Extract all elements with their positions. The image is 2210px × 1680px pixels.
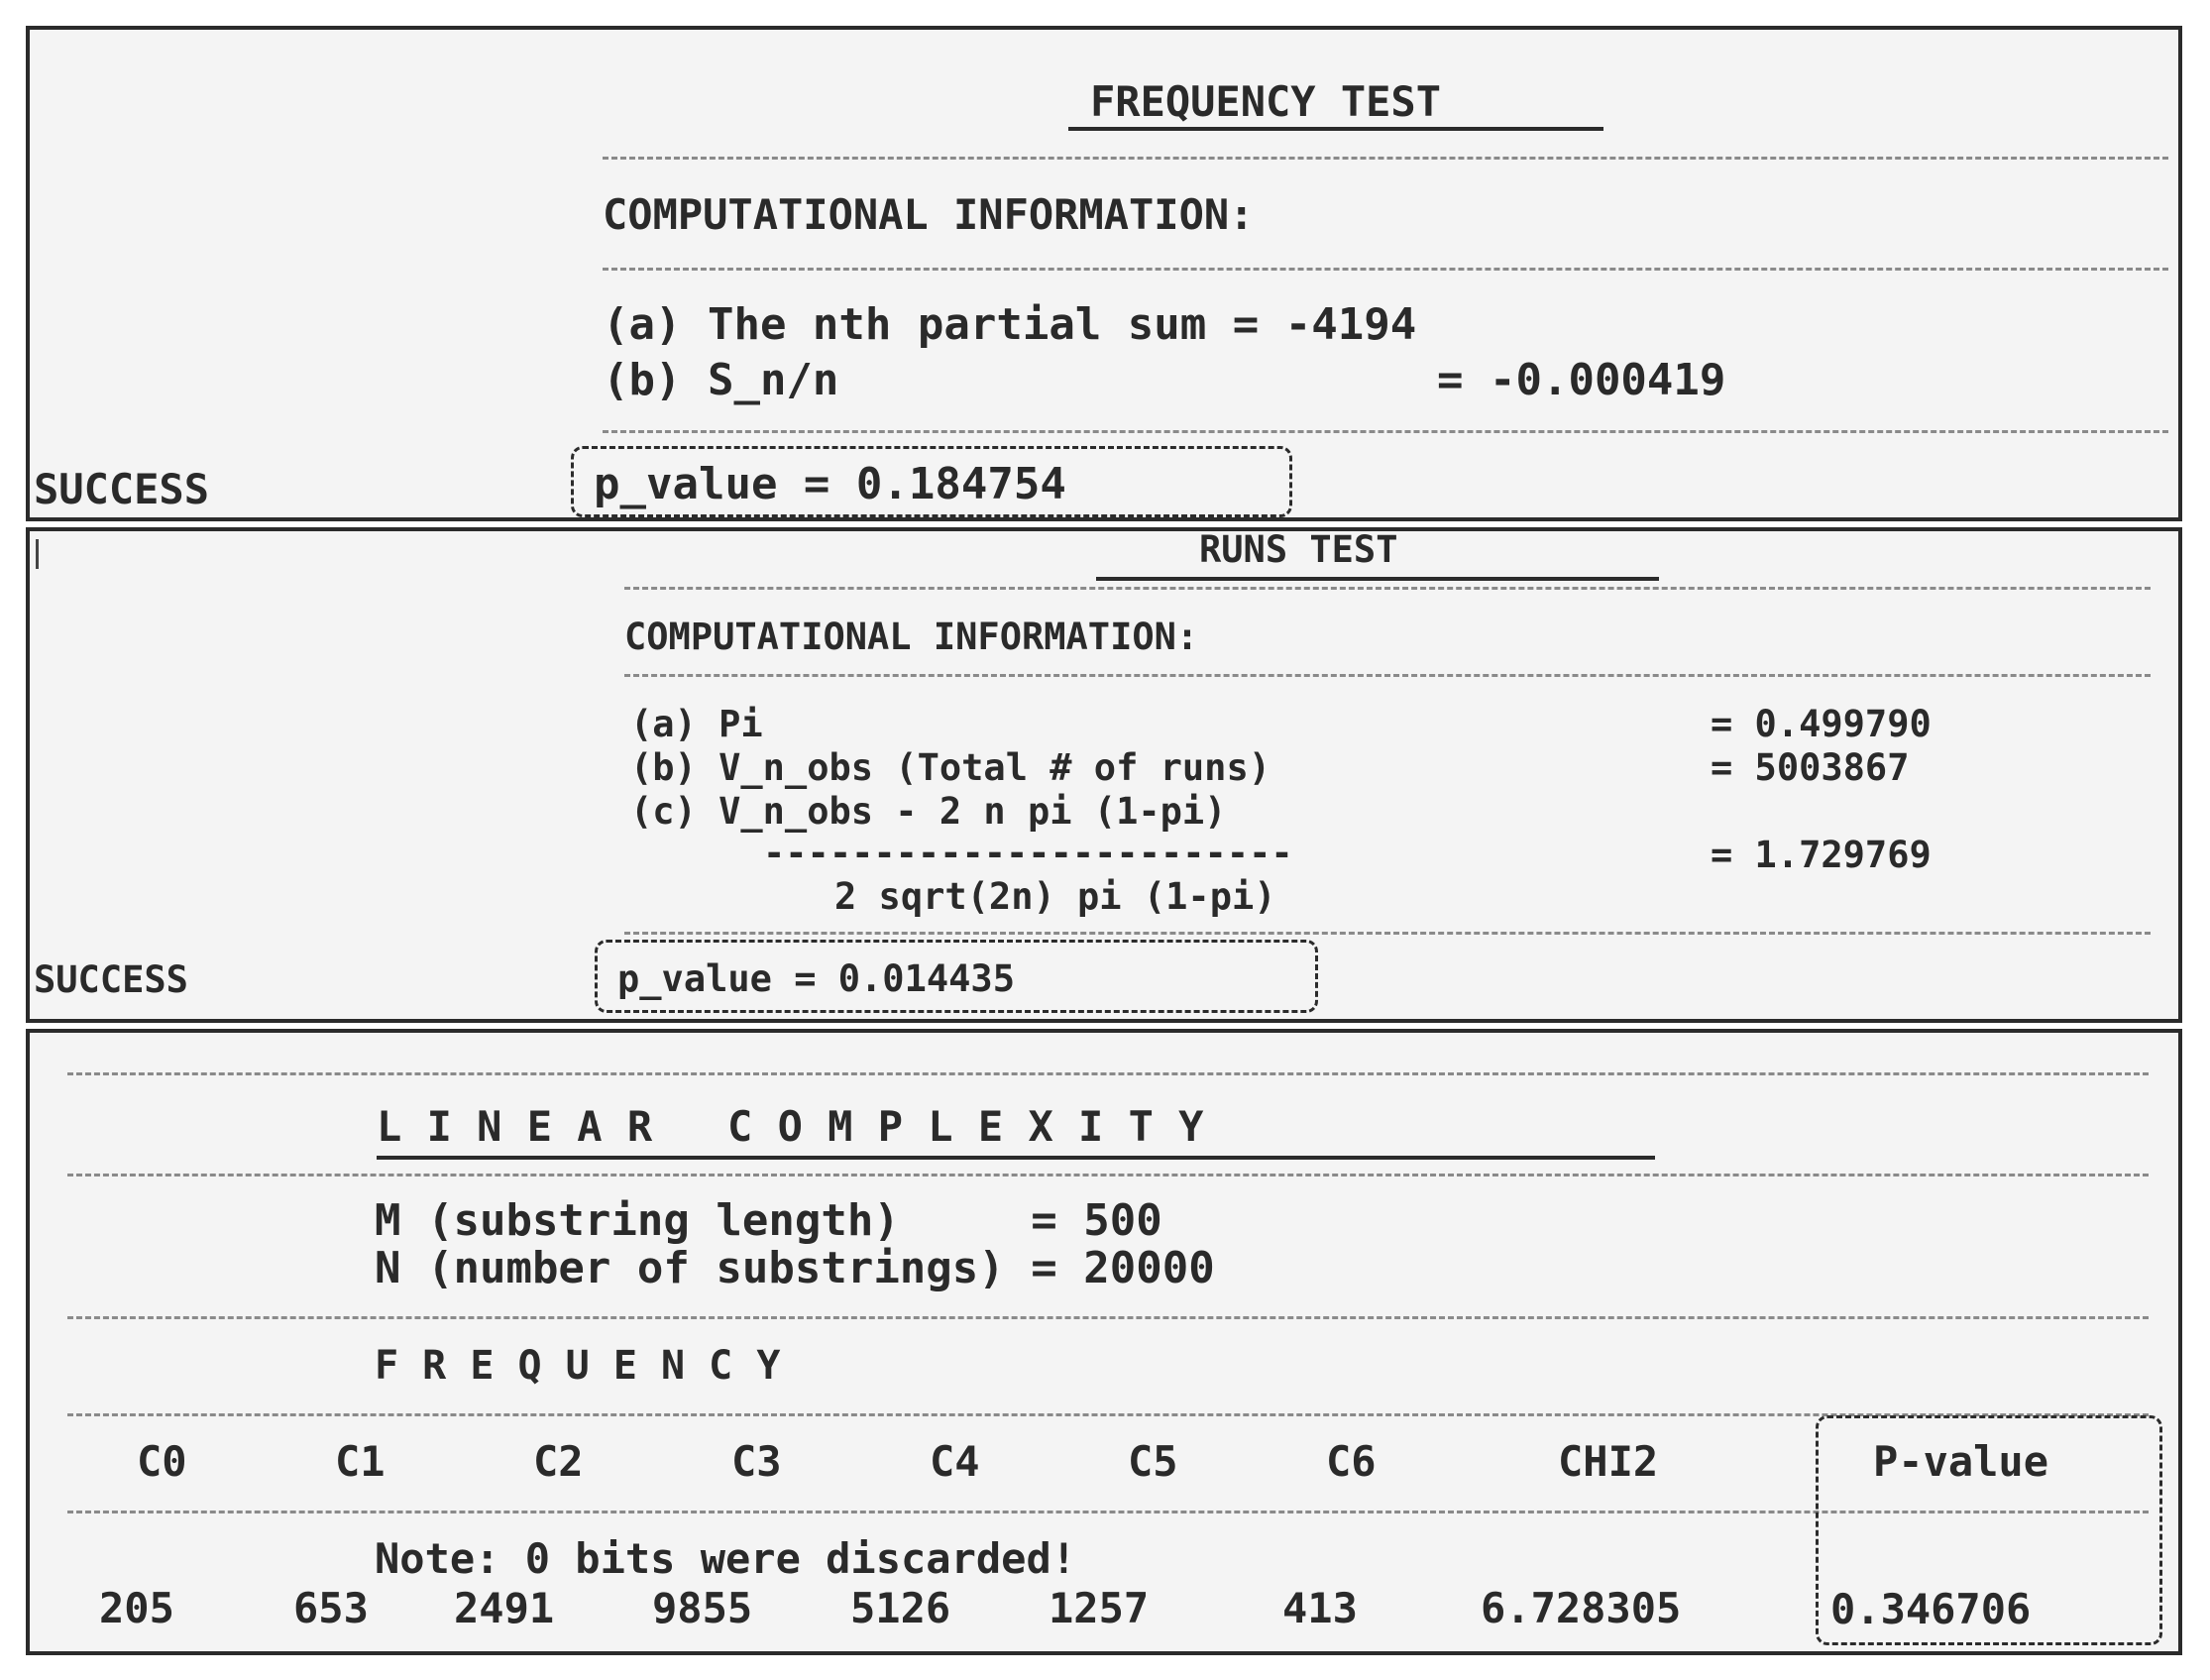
runs-test-title: RUNS TEST (1199, 528, 1398, 571)
text-cursor (36, 539, 39, 569)
pi-value: = 0.499790 (1711, 703, 1932, 745)
divider (67, 1316, 2149, 1319)
column-header: C6 (1326, 1437, 1377, 1486)
divider (67, 1072, 2149, 1075)
sn-over-n-label: (b) S_n/n (603, 355, 839, 405)
title-underline (377, 1156, 1655, 1160)
column-header: C5 (1128, 1437, 1178, 1486)
frequency-label: F R E Q U E N C Y (375, 1343, 781, 1389)
value-cell: 6.728305 (1481, 1584, 1682, 1632)
total-runs-value: = 5003867 (1711, 746, 1910, 789)
statistic-denominator: 2 sqrt(2n) pi (1-pi) (834, 875, 1276, 918)
value-cell: 413 (1282, 1584, 1358, 1632)
section-header: COMPUTATIONAL INFORMATION: (624, 616, 1199, 658)
divider (67, 1174, 2149, 1176)
p-value: p_value = 0.014435 (617, 957, 1015, 1000)
p-value: p_value = 0.184754 (594, 459, 1066, 509)
value-cell: 205 (99, 1584, 174, 1632)
divider (603, 430, 2168, 433)
divider (624, 587, 2151, 590)
title-underline (1068, 127, 1603, 131)
fraction-rule: ------------------------ (763, 832, 1293, 874)
pi-label: (a) Pi (630, 703, 763, 745)
p-value-highlight (1816, 1415, 2162, 1645)
frequency-test-panel (26, 26, 2182, 521)
substring-count-line: N (number of substrings) = 20000 (375, 1243, 1215, 1293)
statistic-value: = 1.729769 (1711, 834, 1932, 876)
column-header: CHI2 (1558, 1437, 1659, 1486)
statistic-numerator: (c) V_n_obs - 2 n pi (1-pi) (630, 790, 1227, 833)
divider (624, 674, 2151, 677)
value-cell: 9855 (652, 1584, 753, 1632)
p-value-highlight (595, 940, 1318, 1013)
status-success: SUCCESS (34, 958, 188, 1001)
divider (624, 932, 2151, 935)
linear-complexity-title: L I N E A R C O M P L E X I T Y (377, 1102, 1204, 1151)
value-cell: 653 (293, 1584, 369, 1632)
runs-test-panel (26, 527, 2182, 1023)
column-header: P-value (1873, 1437, 2049, 1486)
column-header: C2 (533, 1437, 584, 1486)
linear-complexity-panel (26, 1029, 2182, 1655)
divider (603, 268, 2168, 271)
column-header: C3 (731, 1437, 782, 1486)
partial-sum-line: (a) The nth partial sum = -4194 (603, 299, 1417, 350)
column-header: C0 (137, 1437, 187, 1486)
value-cell: 5126 (850, 1584, 951, 1632)
value-cell: 2491 (454, 1584, 555, 1632)
status-success: SUCCESS (34, 465, 210, 513)
title-underline (1096, 577, 1659, 581)
p-value-highlight (571, 446, 1292, 517)
discard-note: Note: 0 bits were discarded! (375, 1534, 1077, 1583)
substring-length-line: M (substring length) = 500 (375, 1195, 1162, 1246)
column-header: C4 (930, 1437, 980, 1486)
divider (603, 157, 2168, 160)
column-header: C1 (335, 1437, 386, 1486)
p-value: 0.346706 (1830, 1585, 2032, 1633)
value-cell: 1257 (1049, 1584, 1150, 1632)
total-runs-label: (b) V_n_obs (Total # of runs) (630, 746, 1271, 789)
frequency-test-title: FREQUENCY TEST (1090, 77, 1442, 126)
sn-over-n-value: = -0.000419 (1437, 355, 1726, 405)
section-header: COMPUTATIONAL INFORMATION: (603, 190, 1255, 239)
